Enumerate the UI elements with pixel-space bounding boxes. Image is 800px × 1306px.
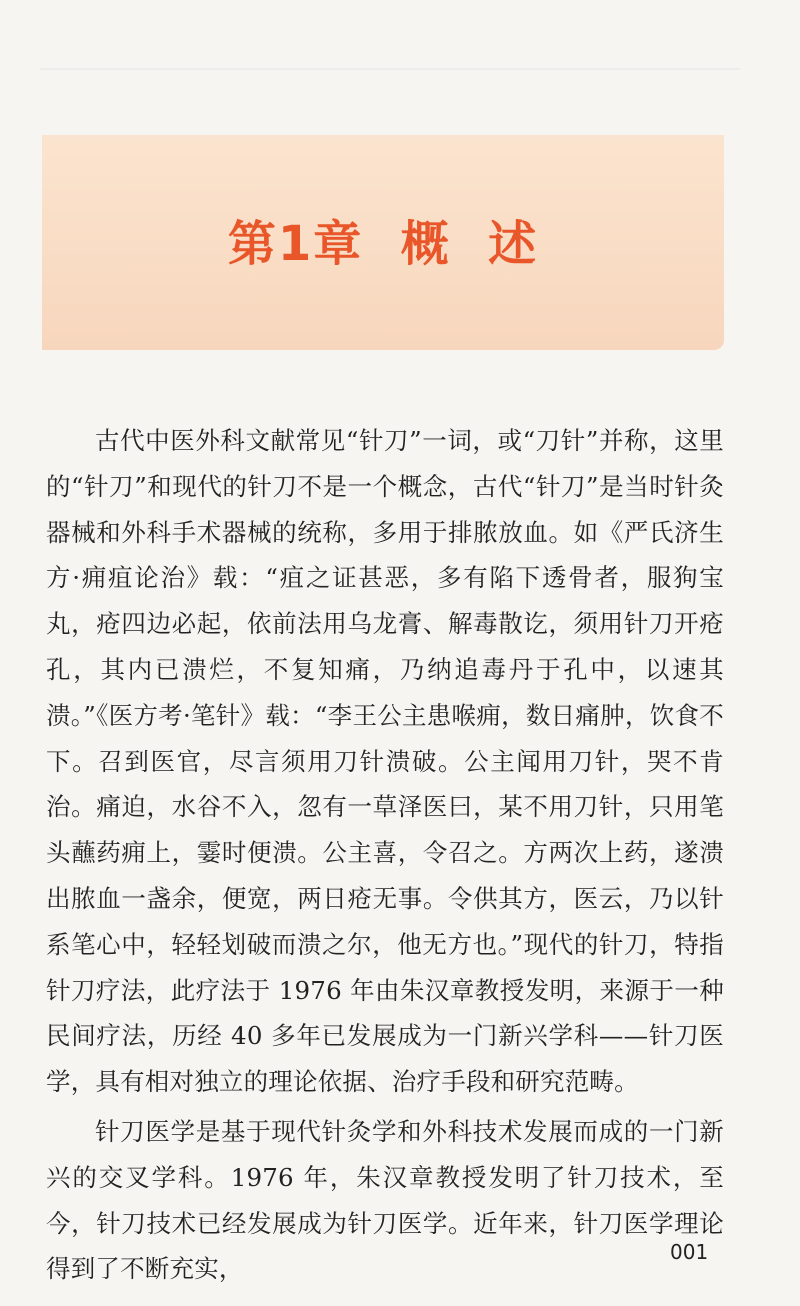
- paragraph-1: 古代中医外科文献常见“针刀”一词，或“刀针”并称，这里的“针刀”和现代的针刀不是一个概念，古代“针刀”是当时针灸器械和外科手术器械的统称，多用于排脓放血。如《严氏济生方·痈疽论治》载：“疽之证甚恶，多有陷下透骨者，服狗宝丸，疮四边必起，依前法用乌龙膏、解毒散讫，须用针刀开疮孔，其内已溃烂，不复知痛，乃纳追毒丹于孔中，以速其溃。”《医方考·笔针》载：“李王公主患喉痈，数日痛肿，饮食不下。召到医官，尽言须用刀针溃破。公主闻用刀针，哭不肯治。痛迫，水谷不入，忽有一草泽医曰，某不用刀针，只用笔头蘸药痈上，霎时便溃。公主喜，令召之。方两次上药，遂溃出脓血一盏余，便宽，两日疮无事。令供其方，医云，乃以针系笔心中，轻轻划破而溃之尔，他无方也。”现代的针刀，特指针刀疗法，此疗法于 1976 年由朱汉章教授发明，来源于一种民间疗法，历经 40 多年已发展成为一门新兴学科——针刀医学，具有相对独立的理论依据、治疗手段和研究范畴。: [46, 426, 724, 1097]
- body-text: [46, 418, 724, 1292]
- page-number: 001: [670, 1240, 709, 1264]
- header-rule: [40, 68, 740, 70]
- chapter-title: 第1章 概 述: [227, 216, 539, 272]
- paragraph-2: 针刀医学是基于现代针灸学和外科技术发展而成的一门新兴的交叉学科。1976 年，朱汉章教授发明了针刀技术，至今，针刀技术已经发展成为针刀医学。近年来，针刀医学理论得到了不断充实，: [46, 1116, 724, 1284]
- chapter-banner: [42, 135, 724, 350]
